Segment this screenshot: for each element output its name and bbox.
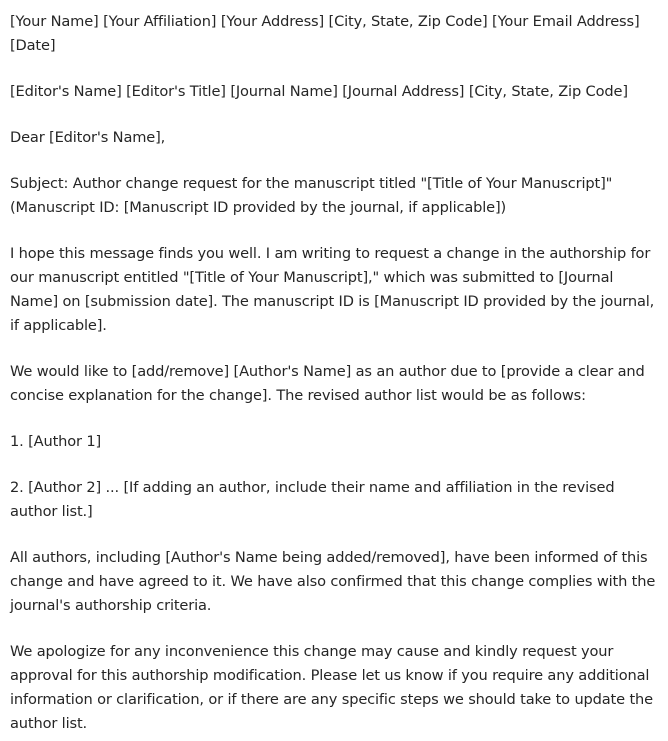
sender-block: [Your Name] [Your Affiliation] [Your Address] [City, State, Zip Code] [Your Email Address] [Date] xyxy=(10,13,640,54)
author-list-item-2: 2. [Author 2] ... [If adding an author, include their name and affiliation in the revised author list.] xyxy=(10,479,615,520)
subject-line: Subject: Author change request for the manuscript titled "[Title of Your Manuscript]" (Manuscript ID: [Manuscript ID provided by the journal, if applicable]) xyxy=(10,175,613,216)
author-list-item-1: 1. [Author 1] xyxy=(10,433,102,450)
letter-body xyxy=(10,10,662,736)
salutation: Dear [Editor's Name], xyxy=(10,129,166,146)
intro-paragraph: I hope this message finds you well. I am writing to request a change in the authorship for our manuscript entitled "[Title of Your Manuscript]," which was submitted to [Journal Name] on [submission date]. The manuscript ID is [Manuscript ID provided by the journal, if applicable]. xyxy=(10,245,655,334)
recipient-block: [Editor's Name] [Editor's Title] [Journal Name] [Journal Address] [City, State, Zip Code] xyxy=(10,83,628,100)
closing-paragraph: We apologize for any inconvenience this change may cause and kindly request your approval for this authorship modification. Please let us know if you require any additional information or clarification, or if there are any specific steps we should take to update the author list. xyxy=(10,643,653,732)
confirmation-paragraph: All authors, including [Author's Name being added/removed], have been informed of this change and have agreed to it. We have also confirmed that this change complies with the journal's authorship criteria. xyxy=(10,549,656,614)
request-paragraph: We would like to [add/remove] [Author's Name] as an author due to [provide a clear and concise explanation for the change]. The revised author list would be as follows: xyxy=(10,363,645,404)
